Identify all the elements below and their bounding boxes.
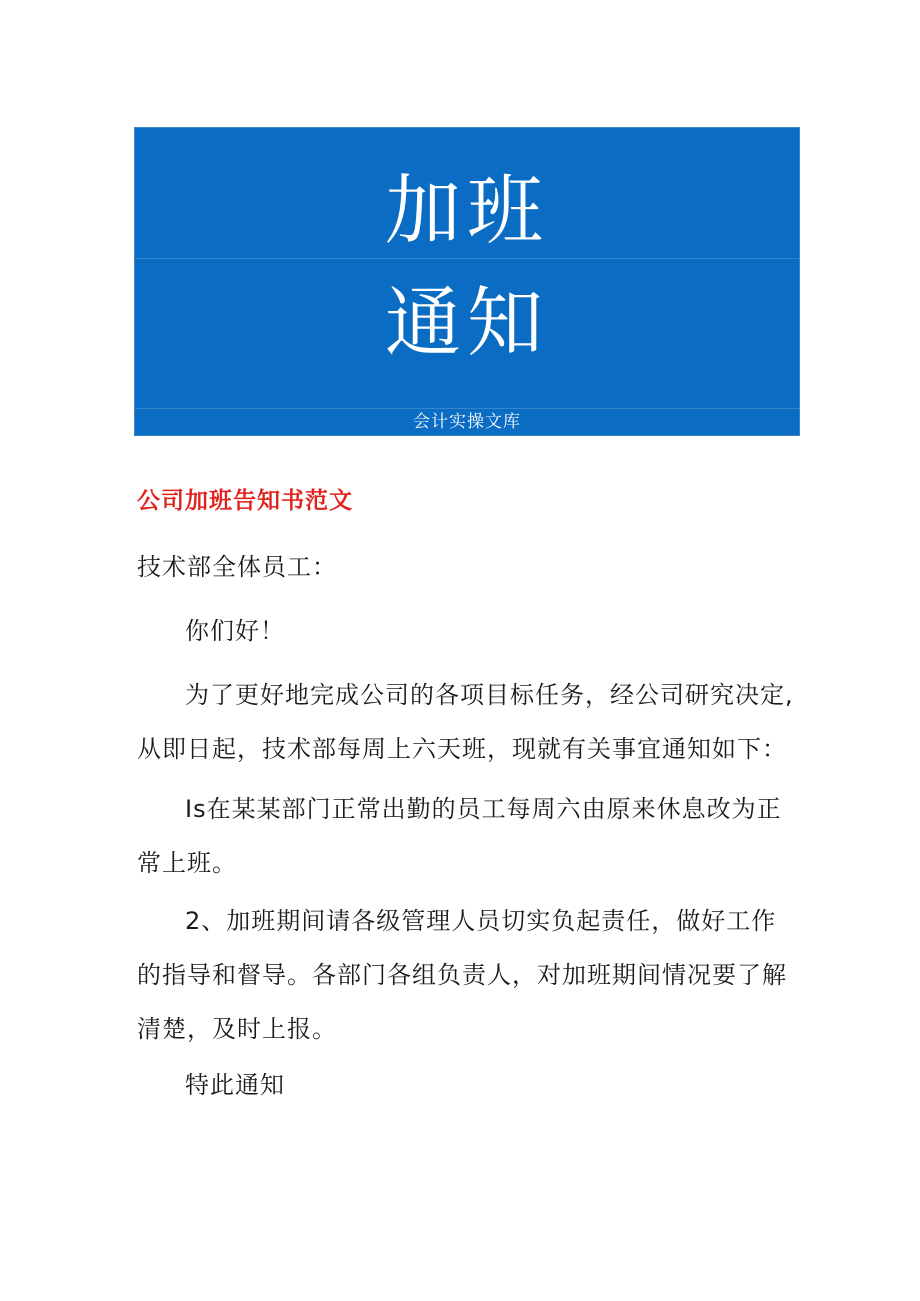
banner-subtitle: 会计实操文库	[413, 412, 521, 432]
notice-item-1: Is在某某部门正常出勤的员工每周六由原来休息改为正常上班。	[137, 795, 782, 877]
banner-divider-top	[135, 258, 799, 259]
header-banner	[134, 127, 800, 436]
notice-item-2: 2、加班期间请各级管理人员切实负起责任，做好工作的指导和督导。各部门各组负责人，对加班期间情况要了解清楚，及时上报。	[137, 907, 787, 1043]
body-paragraph: 为了更好地完成公司的各项目标任务，经公司研究决定,从即日起，技术部每周上六天班，现就有关事宜通知如下：	[137, 681, 794, 763]
closing-line: 特此通知	[185, 1071, 285, 1099]
banner-divider-bottom	[135, 408, 799, 409]
document-title: 公司加班告知书范文	[137, 488, 353, 514]
banner-title-line2: 通知	[385, 278, 549, 367]
banner-title-line1: 加班	[385, 166, 549, 255]
greeting-line: 你们好！	[185, 617, 285, 645]
recipient-line: 技术部全体员工：	[137, 553, 337, 581]
